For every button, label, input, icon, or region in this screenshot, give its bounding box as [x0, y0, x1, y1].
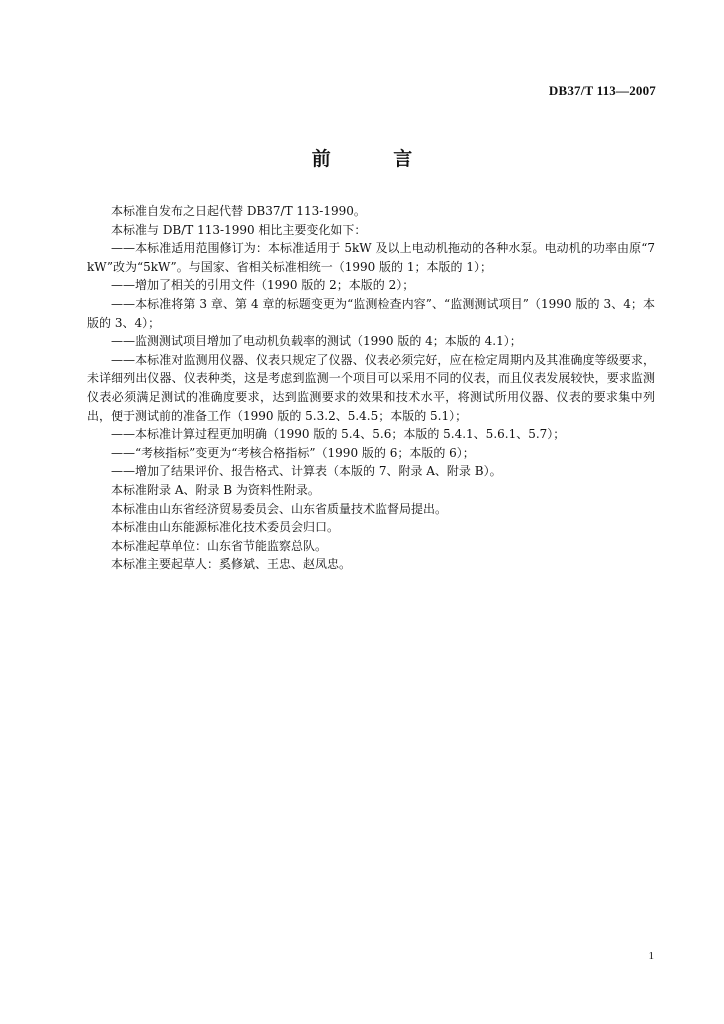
paragraph: 本标准由山东能源标准化技术委员会归口。	[111, 520, 340, 535]
change-item: ——增加了结果评价、报告格式、计算表（本版的 7、附录 A、附录 B）。	[111, 464, 502, 479]
paragraph: 本标准自发布之日起代替 DB37/T 113-1990。	[111, 204, 366, 218]
change-item: ——本标准将第 3 章、第 4 章的标题变更为“监测检查内容”、“监测测试项目”（1990 版的 3、4；本版的 3、4）；	[87, 296, 655, 330]
change-item: ——监测测试项目增加了电动机负载率的测试（1990 版的 4；本版的 4.1）；	[111, 334, 522, 349]
change-item: ——本标准计算过程更加明确（1990 版的 5.4、5.6；本版的 5.4.1、5.6.1、5.7）；	[111, 427, 566, 442]
change-item: ——本标准对监测用仪器、仪表只规定了仪器、仪表必须完好，应在检定周期内及其准确度等级要求，未详细列出仪器、仪表种类，这是考虑到监测一个项目可以采用不同的仪表，而且仪表发展较快，要求监测仪表必须满足测试的准确度要求，达到监测要求的效果和技术水平，将测试所用仪器、仪表的要求集中列出，便于测试前的准备工作（1990 版的 5.3.2、5.4.5；本版的 5.1）；	[87, 352, 655, 423]
standard-code: DB37/T 113—2007	[548, 83, 656, 98]
change-item: ——本标准适用范围修订为：本标准适用于 5kW 及以上电动机拖动的各种水泵。电动机的功率由原“7kW”改为“5kW”。与国家、省相关标准相统一（1990 版的 1；本版的 1）；	[87, 241, 655, 274]
foreword-body	[87, 202, 655, 574]
paragraph: 本标准起草单位：山东省节能监察总队。	[111, 538, 328, 553]
page-title: 前 言	[311, 148, 441, 170]
paragraph: 本标准主要起草人：奚修斌、王忠、赵凤忠。	[111, 557, 352, 572]
page-number: 1	[648, 950, 654, 962]
paragraph: 本标准附录 A、附录 B 为资料性附录。	[111, 482, 320, 497]
paragraph: 本标准与 DB/T 113-1990 相比主要变化如下：	[111, 222, 367, 237]
change-item: ——“考核指标”变更为“考核合格指标”（1990 版的 6；本版的 6）；	[111, 445, 475, 460]
change-item: ——增加了相关的引用文件（1990 版的 2；本版的 2）；	[111, 278, 415, 293]
paragraph: 本标准由山东省经济贸易委员会、山东省质量技术监督局提出。	[111, 501, 448, 516]
